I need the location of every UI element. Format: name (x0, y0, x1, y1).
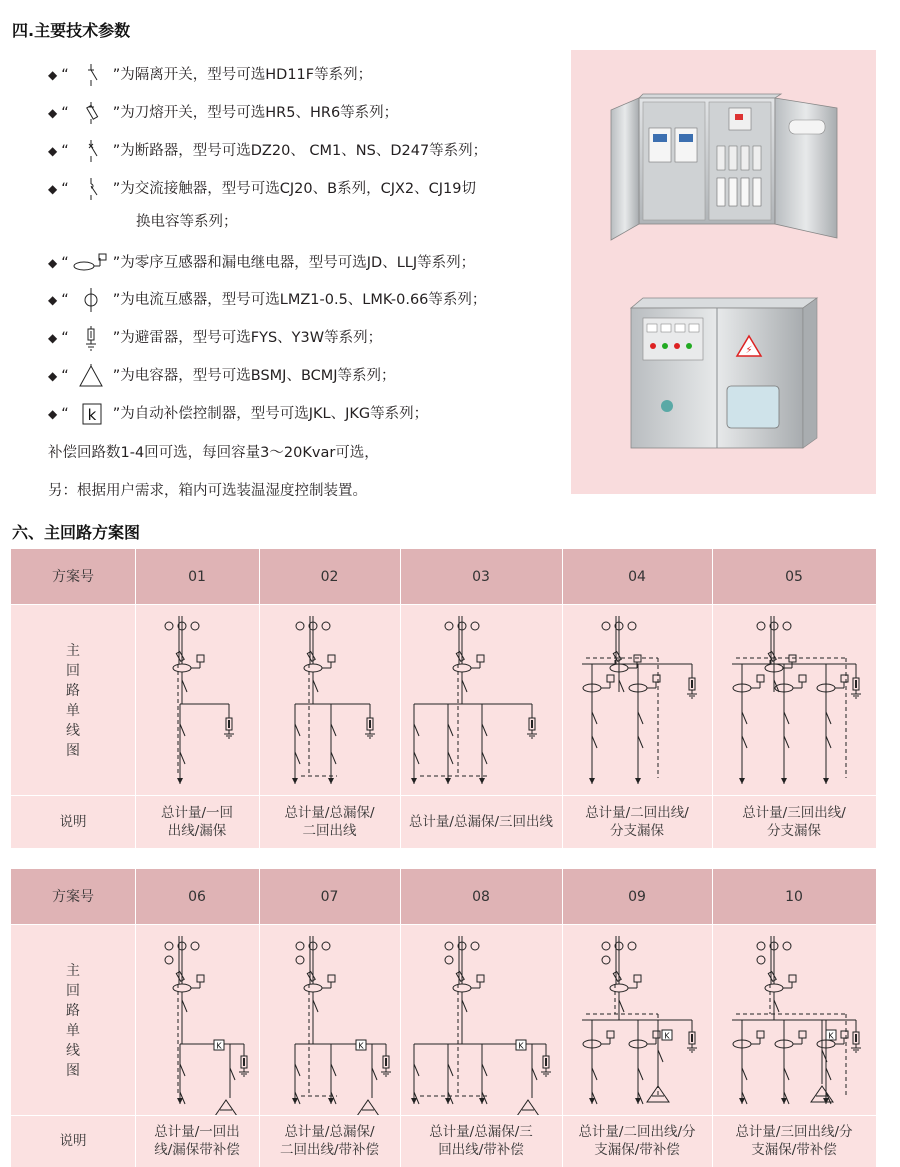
row-label-char: 线 (66, 723, 80, 739)
switch-symbol (638, 736, 643, 748)
single-line-diagram (400, 604, 562, 795)
quote-open: “ (61, 368, 69, 384)
relay-symbol (789, 975, 796, 982)
contactor-icon (69, 176, 113, 202)
diagram-row-label (63, 961, 83, 1081)
description-line: 总计量/总漏保/三回出线 (408, 813, 554, 830)
zero-sequence-ct-symbol (453, 984, 471, 992)
bullet-icon: ◆ (48, 68, 58, 82)
open-cabinet-image (611, 94, 837, 240)
parameter-text-continued: 换电容等系列； (136, 214, 238, 230)
scheme-number: 08 (472, 888, 490, 905)
outgoing-arrow (823, 1098, 829, 1104)
single-line-diagram (562, 924, 712, 1115)
quote-close: ” (112, 368, 121, 384)
relay-symbol (653, 675, 660, 682)
capacitor-icon (69, 363, 113, 389)
switch-symbol (592, 712, 597, 724)
switch-symbol (331, 724, 336, 736)
surge-arrester-icon (69, 325, 113, 351)
relay-symbol (841, 1031, 848, 1038)
current-transformer-symbol (191, 942, 199, 950)
parameter-text: 为零序互感器和漏电继电器，型号可选JD、LLJ等系列； (120, 255, 476, 271)
row-label-char: 单 (66, 703, 80, 719)
scheme-number-label: 方案号 (52, 888, 94, 905)
switch-symbol (295, 724, 300, 736)
fuse-switch-symbol (613, 652, 621, 662)
controller-letter: K (828, 1031, 834, 1041)
switch-symbol (462, 680, 467, 692)
bullet-icon: ◆ (48, 144, 58, 158)
zero-sequence-transformer-icon (69, 250, 113, 276)
parameter-item (48, 138, 487, 164)
relay-symbol (757, 675, 764, 682)
scheme-number: 02 (320, 568, 339, 585)
quote-open: “ (61, 255, 69, 271)
outgoing-arrow (445, 778, 451, 784)
row-label-char: 单 (66, 1023, 80, 1039)
controller-icon (69, 401, 113, 427)
relay-symbol (477, 975, 484, 982)
quote-close: ” (112, 330, 121, 346)
outgoing-arrow (781, 1098, 787, 1104)
relay-symbol (197, 655, 204, 662)
switch-symbol (774, 1000, 779, 1012)
description-line: 回出线/带补偿 (438, 1142, 524, 1158)
row-label-char: 路 (66, 1003, 80, 1019)
scheme-number: 03 (472, 568, 490, 585)
current-transformer-symbol (783, 942, 791, 950)
current-transformer-symbol (471, 942, 479, 950)
switch-symbol (742, 736, 747, 748)
relay-symbol (328, 655, 335, 662)
description-line: 总计量/总漏保/ (284, 804, 375, 821)
quote-open: “ (61, 181, 69, 197)
switch-symbol (182, 680, 187, 692)
current-transformer-symbol (757, 622, 765, 630)
bullet-icon: ◆ (48, 256, 58, 270)
current-transformer-icon (69, 287, 113, 313)
quote-open: “ (61, 143, 69, 159)
current-transformer-symbol (471, 622, 479, 630)
scheme-number: 10 (785, 888, 803, 905)
switch-symbol (414, 1064, 419, 1076)
controller-letter: K (216, 1041, 222, 1051)
fuse-switch-symbol (307, 972, 315, 982)
description-line: 分支漏保 (767, 822, 821, 839)
parameter-text: 为刀熔开关，型号可选HR5、HR6等系列； (120, 105, 399, 121)
capacitor-symbol (215, 1100, 237, 1115)
switch-symbol (180, 752, 185, 764)
switch-symbol (592, 1068, 597, 1080)
svg-text:⚡: ⚡ (745, 345, 753, 356)
switch-symbol (462, 1000, 467, 1012)
switch-symbol (372, 1068, 377, 1080)
row-label-char: 线 (66, 1043, 80, 1059)
outgoing-arrow (328, 778, 334, 784)
switch-symbol (784, 712, 789, 724)
relay-symbol (799, 1031, 806, 1038)
parameter-text: 为断路器，型号可选DZ20、 CM1、NS、D247等系列； (120, 143, 488, 159)
quote-close: ” (112, 67, 121, 83)
description-line: 总计量/一回出 (154, 1124, 240, 1140)
scheme-number: 04 (628, 568, 646, 585)
bullet-icon: ◆ (48, 407, 58, 421)
zero-sequence-ct-symbol (304, 984, 322, 992)
outgoing-arrow (589, 1098, 595, 1104)
switch-symbol (414, 752, 419, 764)
single-line-diagram (135, 924, 259, 1115)
capacitor-symbol (517, 1100, 539, 1115)
parameter-item (48, 287, 486, 313)
scheme-description (712, 795, 876, 848)
row-label-char: 主 (66, 643, 80, 659)
switch-symbol (784, 1068, 789, 1080)
single-line-diagram (400, 924, 562, 1115)
zero-sequence-ct-symbol (173, 664, 191, 672)
relay-symbol (653, 1031, 660, 1038)
outgoing-arrow (479, 1098, 485, 1104)
single-line-diagram (712, 924, 876, 1115)
description-line: 总计量/三回出线/分 (735, 1124, 853, 1140)
quote-close: ” (112, 406, 121, 422)
scheme-number-label: 方案号 (52, 568, 94, 585)
current-transformer-symbol (602, 956, 610, 964)
parameter-item (48, 401, 428, 427)
switch-symbol (331, 752, 336, 764)
scheme-description (562, 1115, 712, 1167)
current-transformer-symbol (445, 942, 453, 950)
current-transformer-symbol (165, 956, 173, 964)
switch-symbol (313, 680, 318, 692)
current-transformer-symbol (191, 622, 199, 630)
zero-sequence-ct-symbol (304, 664, 322, 672)
switch-symbol (414, 724, 419, 736)
quote-close: ” (112, 255, 121, 271)
quote-open: “ (61, 105, 69, 121)
note-optional: 另：根据用户需求，箱内可选装温湿度控制装置。 (48, 483, 367, 499)
single-line-diagram (135, 604, 259, 795)
parameter-text: 为电容器，型号可选BSMJ、BCMJ等系列； (120, 368, 396, 384)
outgoing-arrow (445, 1098, 451, 1104)
description-line: 总计量/总漏保/三 (429, 1124, 533, 1140)
parameter-text: 为自动补偿控制器，型号可选JKL、JKG等系列； (120, 406, 429, 422)
parameter-text: 为电流互感器，型号可选LMZ1-0.5、LMK-0.66等系列； (120, 292, 487, 308)
quote-open: “ (61, 292, 69, 308)
quote-open: “ (61, 67, 69, 83)
switch-symbol (482, 752, 487, 764)
parameter-item (48, 363, 396, 389)
switch-symbol (826, 712, 831, 724)
switch-symbol (448, 1064, 453, 1076)
outgoing-arrow (589, 778, 595, 784)
outgoing-arrow (781, 778, 787, 784)
scheme-description (135, 1115, 259, 1167)
description-line: 总计量/一回 (160, 804, 234, 821)
controller-letter: K (518, 1041, 524, 1051)
parameter-item (48, 250, 475, 276)
description-line: 出线/漏保 (167, 822, 227, 839)
parameter-item (48, 176, 476, 202)
scheme-description (712, 1115, 876, 1167)
current-transformer-symbol (602, 622, 610, 630)
current-transformer-symbol (445, 956, 453, 964)
current-transformer-symbol (296, 942, 304, 950)
fuse-switch-icon (69, 100, 113, 126)
current-transformer-symbol (322, 942, 330, 950)
description-line: 总计量/三回出线/ (742, 804, 846, 821)
switch-symbol (331, 1064, 336, 1076)
scheme-description (400, 795, 562, 848)
switch-symbol (482, 1064, 487, 1076)
zero-sequence-ct-symbol (453, 664, 471, 672)
current-transformer-symbol (445, 622, 453, 630)
fuse-switch-symbol (307, 652, 315, 662)
switch-symbol (742, 712, 747, 724)
fuse-switch-symbol (456, 972, 464, 982)
scheme-description (135, 795, 259, 848)
section-6-title: 六、主回路方案图 (12, 523, 141, 542)
switch-symbol (826, 1068, 831, 1080)
scheme-number: 05 (785, 568, 803, 585)
outgoing-arrow (411, 1098, 417, 1104)
switch-symbol (448, 752, 453, 764)
relay-symbol (841, 675, 848, 682)
switch-symbol (592, 736, 597, 748)
current-transformer-symbol (296, 956, 304, 964)
description-line: 支漏保/带补偿 (594, 1142, 680, 1158)
description-line: 二回出线 (302, 822, 357, 839)
current-transformer-symbol (628, 622, 636, 630)
current-transformer-symbol (296, 622, 304, 630)
single-line-diagram (562, 604, 712, 795)
zero-sequence-ct-symbol (173, 984, 191, 992)
switch-symbol (230, 1068, 235, 1080)
scheme-description (400, 1115, 562, 1167)
parameter-item (48, 325, 382, 351)
fuse-switch-symbol (456, 652, 464, 662)
row-label-char: 主 (66, 963, 80, 979)
outgoing-arrow (292, 1098, 298, 1104)
row-label-char: 图 (66, 1063, 80, 1079)
outgoing-arrow (739, 778, 745, 784)
switch-symbol (180, 1064, 185, 1076)
switch-symbol (784, 736, 789, 748)
bullet-icon: ◆ (48, 369, 58, 383)
switch-symbol (182, 1000, 187, 1012)
description-line: 线/漏保带补偿 (154, 1142, 240, 1158)
section-4-title: 四.主要技术参数 (12, 21, 131, 40)
controller-letter: K (664, 1031, 670, 1041)
current-transformer-symbol (757, 956, 765, 964)
quote-open: “ (61, 406, 69, 422)
scheme-number: 07 (320, 888, 339, 905)
outgoing-arrow (177, 1098, 183, 1104)
quote-open: “ (61, 330, 69, 346)
single-line-diagram (259, 604, 400, 795)
fuse-switch-symbol (768, 652, 776, 662)
row-label-char: 路 (66, 683, 80, 699)
current-transformer-symbol (165, 942, 173, 950)
circuit-breaker-icon (69, 138, 113, 164)
outgoing-arrow (739, 1098, 745, 1104)
parameter-item (48, 100, 398, 126)
scheme-description (259, 1115, 400, 1167)
switch-symbol (482, 724, 487, 736)
bullet-icon: ◆ (48, 331, 58, 345)
description-line: 分支漏保 (610, 822, 664, 839)
outgoing-arrow (328, 1098, 334, 1104)
fuse-switch-symbol (613, 972, 621, 982)
fuse-switch-symbol (768, 972, 776, 982)
description-line: 总计量/二回出线/ (585, 804, 689, 821)
current-transformer-symbol (628, 942, 636, 950)
switch-symbol (638, 1068, 643, 1080)
isolator-switch-icon (69, 62, 113, 88)
bullet-icon: ◆ (48, 106, 58, 120)
quote-close: ” (112, 292, 121, 308)
fuse-switch-symbol (176, 972, 184, 982)
current-transformer-symbol (757, 942, 765, 950)
outgoing-arrow (635, 778, 641, 784)
parameter-text: 为避雷器，型号可选FYS、Y3W等系列； (120, 330, 383, 346)
row-label-char: 图 (66, 743, 80, 759)
switch-symbol (619, 680, 624, 692)
scheme-table-1 (11, 549, 876, 848)
parameter-text: 为交流接触器，型号可选CJ20、B系列，CJX2、CJ19切 (120, 181, 476, 197)
switch-symbol (532, 1068, 537, 1080)
switch-symbol (658, 1050, 663, 1062)
controller-letter: K (358, 1041, 364, 1051)
row-label-char: 回 (66, 983, 80, 999)
fuse-switch-symbol (176, 652, 184, 662)
description-line: 总计量/二回出线/分 (578, 1124, 696, 1140)
zero-sequence-ct-symbol (610, 984, 628, 992)
relay-symbol (799, 675, 806, 682)
single-line-diagram (712, 604, 876, 795)
relay-symbol (757, 1031, 764, 1038)
quote-close: ” (112, 105, 121, 121)
outgoing-arrow (292, 778, 298, 784)
outgoing-arrow (823, 778, 829, 784)
bullet-icon: ◆ (48, 182, 58, 196)
current-transformer-symbol (602, 942, 610, 950)
scheme-number: 09 (628, 888, 646, 905)
scheme-table-2 (11, 869, 876, 1167)
scheme-number: 01 (188, 568, 206, 585)
controller-letter: k (87, 406, 97, 424)
switch-symbol (742, 1068, 747, 1080)
switch-symbol (826, 736, 831, 748)
outgoing-arrow (635, 1098, 641, 1104)
quote-close: ” (112, 181, 121, 197)
quote-close: ” (112, 143, 121, 159)
diagram-row-label (63, 641, 83, 761)
scheme-description (259, 795, 400, 848)
relay-symbol (477, 655, 484, 662)
capacitor-symbol (357, 1100, 379, 1115)
zero-sequence-ct-symbol (765, 984, 783, 992)
parameter-item (48, 62, 372, 88)
description-label: 说明 (59, 813, 87, 830)
outgoing-arrow (411, 778, 417, 784)
product-photo-panel (571, 50, 876, 494)
switch-symbol (295, 752, 300, 764)
relay-symbol (607, 1031, 614, 1038)
current-transformer-symbol (322, 622, 330, 630)
current-transformer-symbol (783, 622, 791, 630)
outgoing-arrow (479, 778, 485, 784)
scheme-number: 06 (188, 888, 206, 905)
switch-symbol (180, 724, 185, 736)
cabinet-photos (571, 50, 876, 494)
switch-symbol (619, 1000, 624, 1012)
row-label-char: 回 (66, 663, 80, 679)
switch-symbol (313, 1000, 318, 1012)
description-line: 二回出线/带补偿 (279, 1142, 380, 1158)
description-line: 支漏保/带补偿 (751, 1142, 837, 1158)
current-transformer-symbol (165, 622, 173, 630)
relay-symbol (197, 975, 204, 982)
bullet-icon: ◆ (48, 293, 58, 307)
scheme-description (562, 795, 712, 848)
outgoing-arrow (177, 778, 183, 784)
relay-symbol (328, 975, 335, 982)
description-line: 总计量/总漏保/ (284, 1124, 375, 1140)
description-label: 说明 (59, 1133, 87, 1149)
parameter-text: 为隔离开关，型号可选HD11F等系列； (120, 67, 373, 83)
switch-symbol (448, 724, 453, 736)
single-line-diagram (259, 924, 400, 1115)
closed-cabinet-image (631, 298, 817, 448)
note-compensation: 补偿回路数1-4回可选，每回容量3～20Kvar可选， (48, 445, 379, 461)
relay-symbol (634, 975, 641, 982)
switch-symbol (638, 712, 643, 724)
switch-symbol (295, 1064, 300, 1076)
relay-symbol (607, 675, 614, 682)
